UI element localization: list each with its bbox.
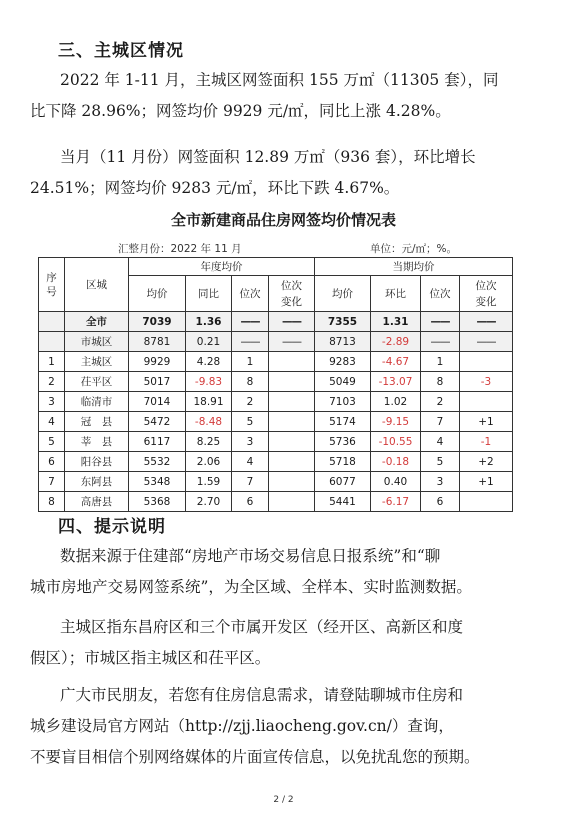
cell-a-yoy: 8.25 bbox=[186, 432, 232, 452]
cell-a-yoy: 18.91 bbox=[186, 392, 232, 412]
cell-c-avg: 7355 bbox=[315, 312, 371, 332]
cell-c-chg bbox=[460, 352, 513, 372]
cell-c-chg bbox=[460, 392, 513, 412]
text-line: 比下降 28.96%；网签均价 9929 元/㎡，同比上涨 4.28%。 bbox=[30, 102, 451, 120]
text-line: 24.51%；网签均价 9283 元/㎡，环比下跌 4.67%。 bbox=[30, 179, 400, 197]
header-current-rank: 位次 bbox=[421, 276, 460, 312]
cell-a-yoy: 1.59 bbox=[186, 472, 232, 492]
cell-a-chg bbox=[269, 352, 315, 372]
table-row bbox=[39, 452, 513, 472]
cell-a-avg: 9929 bbox=[129, 352, 186, 372]
section3-heading: 三、主城区情况 bbox=[58, 41, 184, 61]
cell-c-avg: 5049 bbox=[315, 372, 371, 392]
cell-a-avg: 6117 bbox=[129, 432, 186, 452]
cell-a-rank: 3 bbox=[232, 432, 269, 452]
cell-a-avg: 5532 bbox=[129, 452, 186, 472]
cell-a-yoy: -8.48 bbox=[186, 412, 232, 432]
cell-a-avg: 5472 bbox=[129, 412, 186, 432]
cell-c-rank: 2 bbox=[421, 392, 460, 412]
cell-c-chg: -3 bbox=[460, 372, 513, 392]
cell-seq: 3 bbox=[39, 392, 65, 412]
cell-c-avg: 7103 bbox=[315, 392, 371, 412]
cell-a-avg: 8781 bbox=[129, 332, 186, 352]
section4-paragraph-3 bbox=[30, 680, 542, 773]
cell-a-yoy: 4.28 bbox=[186, 352, 232, 372]
cell-c-rank: —— bbox=[421, 332, 460, 352]
header-annual-yoy: 同比 bbox=[186, 276, 232, 312]
cell-a-avg: 7039 bbox=[129, 312, 186, 332]
cell-seq: 8 bbox=[39, 492, 65, 512]
header-annual-rank: 位次 bbox=[232, 276, 269, 312]
cell-area: 临清市 bbox=[65, 392, 129, 412]
cell-c-chg: —— bbox=[460, 312, 513, 332]
cell-a-rank: 5 bbox=[232, 412, 269, 432]
cell-a-rank: —— bbox=[232, 312, 269, 332]
cell-c-mom: -2.89 bbox=[371, 332, 421, 352]
cell-a-avg: 7014 bbox=[129, 392, 186, 412]
header-annual-avg: 均价 bbox=[129, 276, 186, 312]
cell-a-chg bbox=[269, 412, 315, 432]
text-line: 广大市民朋友，若您有住房信息需求，请登陆聊城市住房和 bbox=[60, 686, 464, 704]
cell-seq: 4 bbox=[39, 412, 65, 432]
cell-a-avg: 5017 bbox=[129, 372, 186, 392]
cell-c-avg: 5736 bbox=[315, 432, 371, 452]
cell-seq: 2 bbox=[39, 372, 65, 392]
cell-c-rank: —— bbox=[421, 312, 460, 332]
header-annual-rank-change: 位次变化 bbox=[269, 276, 315, 312]
cell-seq bbox=[39, 312, 65, 332]
table-body bbox=[39, 312, 513, 512]
section3-paragraph-1 bbox=[30, 65, 542, 127]
text-line: 不要盲目相信个别网络媒体的片面宣传信息，以免扰乱您的预期。 bbox=[30, 748, 480, 766]
cell-area: 高唐县 bbox=[65, 492, 129, 512]
cell-a-chg bbox=[269, 392, 315, 412]
cell-a-yoy: 1.36 bbox=[186, 312, 232, 332]
cell-a-yoy: -9.83 bbox=[186, 372, 232, 392]
cell-seq: 6 bbox=[39, 452, 65, 472]
cell-c-mom: -6.17 bbox=[371, 492, 421, 512]
cell-seq bbox=[39, 332, 65, 352]
summary-month: 汇整月份：2022 年 11 月 bbox=[118, 243, 242, 255]
text-line: 2022 年 1-11 月，主城区网签面积 155 万㎡（11305 套），同 bbox=[60, 71, 499, 89]
table-row bbox=[39, 392, 513, 412]
cell-c-avg: 9283 bbox=[315, 352, 371, 372]
cell-c-mom: 0.40 bbox=[371, 472, 421, 492]
table-row bbox=[39, 372, 513, 392]
cell-a-rank: 2 bbox=[232, 392, 269, 412]
cell-seq: 5 bbox=[39, 432, 65, 452]
cell-a-rank: 4 bbox=[232, 452, 269, 472]
cell-c-avg: 5441 bbox=[315, 492, 371, 512]
page-number: 2 / 2 bbox=[273, 795, 294, 805]
cell-a-rank: 6 bbox=[232, 492, 269, 512]
cell-c-avg: 5718 bbox=[315, 452, 371, 472]
text-line: 数据来源于住建部“房地产市场交易信息日报系统”和“聊 bbox=[60, 547, 441, 565]
section4-paragraph-2 bbox=[30, 612, 542, 674]
table-row bbox=[39, 332, 513, 352]
cell-a-chg bbox=[269, 372, 315, 392]
cell-c-mom: 1.02 bbox=[371, 392, 421, 412]
cell-c-chg: +2 bbox=[460, 452, 513, 472]
cell-c-mom: -10.55 bbox=[371, 432, 421, 452]
cell-c-rank: 6 bbox=[421, 492, 460, 512]
cell-area: 东阿县 bbox=[65, 472, 129, 492]
cell-a-chg bbox=[269, 492, 315, 512]
header-current-rank-change: 位次变化 bbox=[460, 276, 513, 312]
cell-a-yoy: 2.70 bbox=[186, 492, 232, 512]
cell-c-avg: 5174 bbox=[315, 412, 371, 432]
cell-c-chg: -1 bbox=[460, 432, 513, 452]
cell-area: 冠 县 bbox=[65, 412, 129, 432]
table-title: 全市新建商品住房网签均价情况表 bbox=[170, 211, 396, 229]
cell-area: 茌平区 bbox=[65, 372, 129, 392]
cell-seq: 1 bbox=[39, 352, 65, 372]
cell-c-rank: 5 bbox=[421, 452, 460, 472]
cell-area: 阳谷县 bbox=[65, 452, 129, 472]
table-row bbox=[39, 492, 513, 512]
cell-a-rank: 7 bbox=[232, 472, 269, 492]
unit-label: 单位：元/㎡；%。 bbox=[370, 243, 458, 255]
cell-c-avg: 6077 bbox=[315, 472, 371, 492]
cell-a-yoy: 0.21 bbox=[186, 332, 232, 352]
cell-a-yoy: 2.06 bbox=[186, 452, 232, 472]
table-row bbox=[39, 472, 513, 492]
cell-c-rank: 4 bbox=[421, 432, 460, 452]
cell-c-mom: -4.67 bbox=[371, 352, 421, 372]
text-line: 当月（11 月份）网签面积 12.89 万㎡（936 套），环比增长 bbox=[60, 148, 476, 166]
cell-c-chg: +1 bbox=[460, 412, 513, 432]
cell-area: 全市 bbox=[65, 312, 129, 332]
cell-c-avg: 8713 bbox=[315, 332, 371, 352]
cell-c-mom: 1.31 bbox=[371, 312, 421, 332]
header-seq: 序号 bbox=[39, 258, 65, 312]
cell-c-rank: 1 bbox=[421, 352, 460, 372]
price-table bbox=[38, 257, 513, 512]
cell-c-rank: 3 bbox=[421, 472, 460, 492]
cell-c-mom: -9.15 bbox=[371, 412, 421, 432]
cell-area: 莘 县 bbox=[65, 432, 129, 452]
cell-c-rank: 7 bbox=[421, 412, 460, 432]
cell-c-mom: -0.18 bbox=[371, 452, 421, 472]
table-row bbox=[39, 352, 513, 372]
cell-area: 主城区 bbox=[65, 352, 129, 372]
cell-a-avg: 5368 bbox=[129, 492, 186, 512]
cell-a-rank: 8 bbox=[232, 372, 269, 392]
text-line: 城市房地产交易网签系统”，为全区域、全样本、实时监测数据。 bbox=[30, 578, 472, 596]
text-line: 假区）；市城区指主城区和茌平区。 bbox=[30, 649, 271, 667]
header-current-mom: 环比 bbox=[371, 276, 421, 312]
table-row bbox=[39, 432, 513, 452]
cell-c-chg: —— bbox=[460, 332, 513, 352]
cell-a-chg: —— bbox=[269, 312, 315, 332]
cell-a-rank: 1 bbox=[232, 352, 269, 372]
cell-a-rank: —— bbox=[232, 332, 269, 352]
cell-c-chg: +1 bbox=[460, 472, 513, 492]
section4-paragraph-1 bbox=[30, 541, 542, 603]
text-line: 城乡建设局官方网站（http://zjj.liaocheng.gov.cn/）查询， bbox=[30, 717, 454, 735]
section3-paragraph-2 bbox=[30, 142, 542, 204]
header-area: 区城 bbox=[65, 258, 129, 312]
cell-c-mom: -13.07 bbox=[371, 372, 421, 392]
cell-c-rank: 8 bbox=[421, 372, 460, 392]
section4-heading: 四、提示说明 bbox=[58, 517, 166, 537]
cell-a-chg bbox=[269, 472, 315, 492]
text-line: 主城区指东昌府区和三个市属开发区（经开区、高新区和度 bbox=[60, 618, 464, 636]
table-row bbox=[39, 312, 513, 332]
cell-a-chg bbox=[269, 432, 315, 452]
table-row bbox=[39, 412, 513, 432]
header-current-avg: 均价 bbox=[315, 276, 371, 312]
header-current: 当期均价 bbox=[315, 258, 513, 276]
cell-seq: 7 bbox=[39, 472, 65, 492]
cell-area: 市城区 bbox=[65, 332, 129, 352]
cell-a-avg: 5348 bbox=[129, 472, 186, 492]
cell-a-chg bbox=[269, 452, 315, 472]
cell-a-chg: —— bbox=[269, 332, 315, 352]
header-annual: 年度均价 bbox=[129, 258, 315, 276]
cell-c-chg bbox=[460, 492, 513, 512]
